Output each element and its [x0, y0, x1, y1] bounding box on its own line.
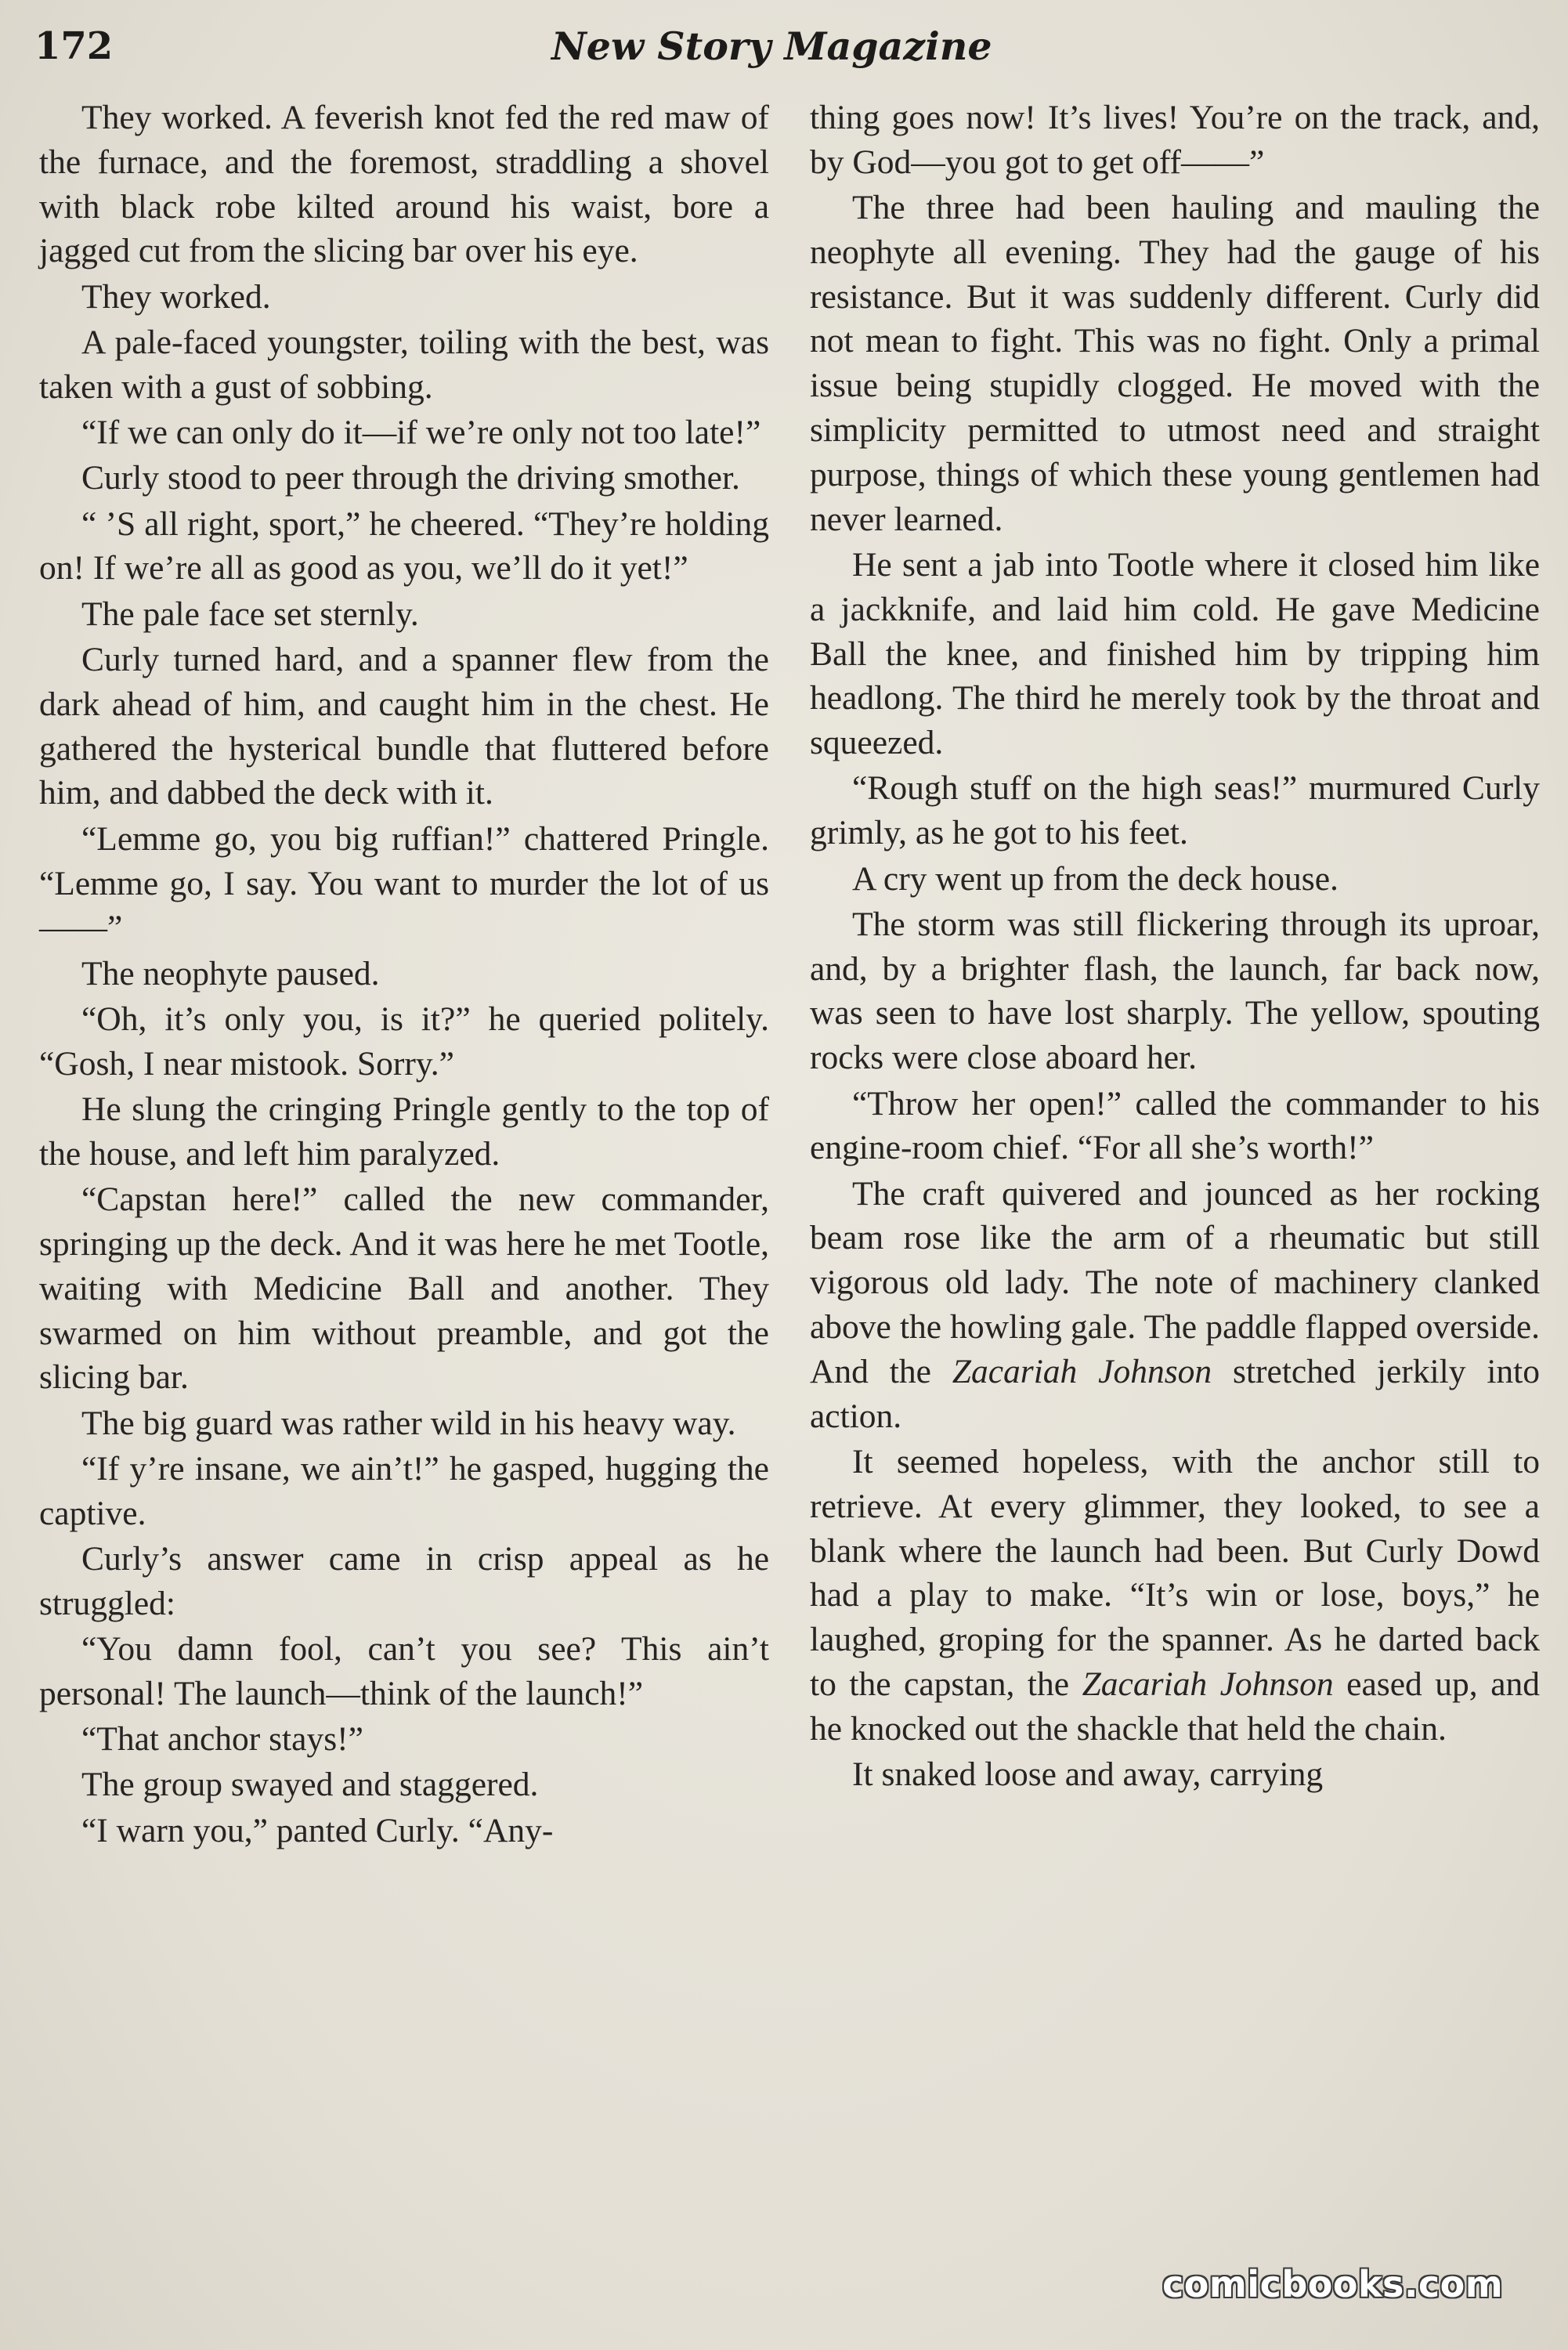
ship-name: Zacariah Johnson	[1082, 1665, 1334, 1703]
paragraph: “Throw her open!” called the commander to his engine-room chief. “For all she’s worth!”	[810, 1084, 1540, 1167]
watermark-logo: comicbooks.com	[1162, 2263, 1504, 2305]
paragraph: The three had been hauling and mauling the neophyte all evening. They had the gauge of his resistance. But it was suddenly different. Curly did not mean to fight. This was no fight. Only a primal issue being stupidly clogged. He moved with the simplicity permitted to utmost need and straight purpose, things of which these young gentlemen had never learned.	[810, 189, 1540, 538]
paragraph: “If y’re insane, we ain’t!” he gasped, hugging the captive.	[39, 1449, 769, 1532]
paragraph: They worked. A feverish knot fed the red maw of the furnace, and the foremost, straddling a shovel with black robe kilted around his waist, bore a jagged cut from the slicing bar over his eye.	[39, 99, 769, 270]
paragraph: They worked.	[81, 277, 271, 316]
paragraph: It snaked loose and away, carrying	[852, 1755, 1324, 1793]
paragraph: The big guard was rather wild in his heavy way.	[81, 1404, 736, 1442]
paragraph: The group swayed and staggered.	[81, 1766, 539, 1804]
left-column	[39, 96, 769, 1854]
running-title: New Story Magazine	[551, 24, 992, 69]
paragraph: The storm was still flickering through its uproar, and, by a brighter flash, the launch, far back now, was seen to have lost sharply. The yellow, spouting rocks were close aboard her.	[810, 905, 1540, 1077]
paragraph: “Lemme go, you big ruffian!” chattered Pringle. “Lemme go, I say. You want to murder the lot of us——”	[39, 819, 769, 947]
paragraph: It seemed hopeless, with the anchor still to retrieve. At every glimmer, they looked, to see a blank where the launch had been. But Curly Dowd had a play to make. “It’s win or lose, boys,” he laughed, groping for the spanner. As he darted back to the capstan, the Zacariah Johnson eased up, and he knocked out the shackle that held the chain.	[810, 1442, 1541, 1748]
paragraph: “If we can only do it—if we’re only not too late!”	[81, 414, 761, 452]
paragraph: A cry went up from the deck house.	[852, 859, 1339, 898]
paragraph: The craft quivered and jounced as her rocking beam rose like the arm of a rheumatic but still vigorous old lady. The note of machinery clanked above the howling gale. The paddle flapped overside. And the Zacariah Johnson stretched jerkily into action.	[810, 1174, 1541, 1435]
paragraph: Curly stood to peer through the driving smother.	[81, 459, 740, 497]
paragraph: “ ’S all right, sport,” he cheered. “They’re holding on! If we’re all as good as you, we’ll do it yet!”	[39, 504, 769, 588]
paragraph: “That anchor stays!”	[81, 1720, 363, 1759]
paragraph: He slung the cringing Pringle gently to the top of the house, and left him paralyzed.	[39, 1090, 769, 1173]
paragraph: “I warn you,” panted Curly. “Any-	[81, 1811, 554, 1849]
paragraph: “Oh, it’s only you, is it?” he queried politely. “Gosh, I near mistook. Sorry.”	[39, 1000, 769, 1083]
page-header	[34, 17, 1534, 75]
paragraph: “Rough stuff on the high seas!” murmured Curly grimly, as he got to his feet.	[810, 769, 1540, 852]
paragraph: “You damn fool, can’t you see? This ain’t personal! The launch—think of the launch!”	[39, 1630, 769, 1712]
paragraph: He sent a jab into Tootle where it closed him like a jackknife, and laid him cold. He gave Medicine Ball the knee, and finished him by tripping him headlong. The third he merely took by the throat and squeezed.	[810, 545, 1540, 762]
paragraph-continued: thing goes now! It’s lives! You’re on the track, and, by God—you got to get off——”	[810, 99, 1540, 181]
paragraph: Curly’s answer came in crisp appeal as he struggled:	[39, 1540, 769, 1622]
paragraph: The neophyte paused.	[81, 954, 380, 992]
paragraph: A pale-faced youngster, toiling with the best, was taken with a gust of sobbing.	[39, 323, 769, 406]
paragraph: The pale face set sternly.	[81, 595, 419, 633]
page-number: 172	[34, 24, 114, 68]
paragraph: Curly turned hard, and a spanner flew from the dark ahead of him, and caught him in the chest. He gathered the hysterical bundle that fluttered before him, and dabbed the deck with it.	[39, 641, 769, 812]
ship-name: Zacariah Johnson	[952, 1352, 1212, 1390]
right-column	[810, 96, 1540, 1798]
paragraph: “Capstan here!” called the new commander, springing up the deck. And it was here he met Tootle, waiting with Medicine Ball and another. They swarmed on him without preamble, and got the slicing bar.	[39, 1180, 769, 1397]
